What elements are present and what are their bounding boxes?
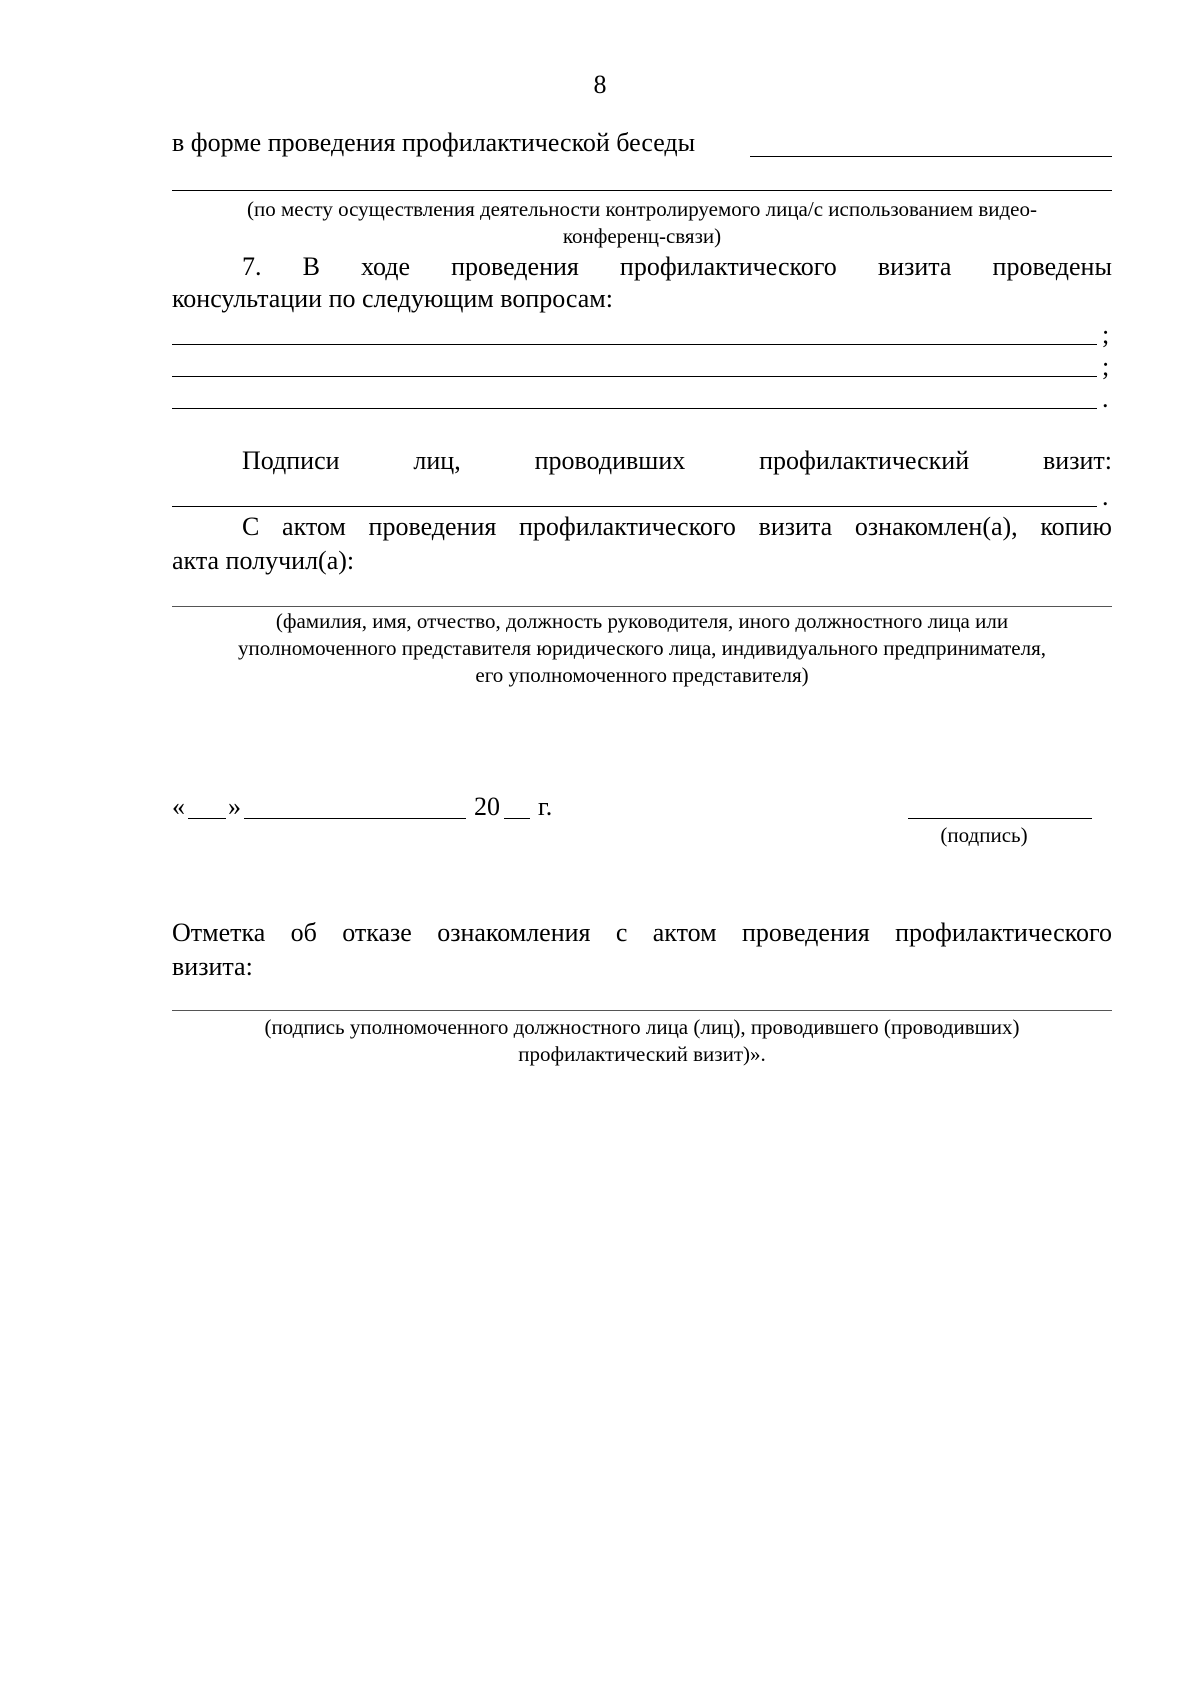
refusal-line-2: визита:: [172, 952, 253, 981]
acquainted-word: актом: [282, 512, 346, 541]
acquainted-note-line-3: его уполномоченного представителя): [475, 663, 809, 687]
acquainted-note-line-1: (фамилия, имя, отчество, должность руководителя, иного должностного лица или: [275, 609, 1009, 633]
refusal-note-line-2: профилактический визит)».: [518, 1042, 766, 1066]
acquainted-word: копию: [1040, 512, 1112, 541]
page-number: 8: [593, 70, 607, 99]
item7-word: проведения: [451, 252, 579, 281]
acquainted-word: проведения: [368, 512, 497, 541]
form-line-label: в форме проведения профилактической беседы: [172, 128, 696, 157]
acquainted-word: С: [242, 512, 260, 541]
item7-line-2: консультации по следующим вопросам:: [172, 284, 613, 313]
refusal-note-line-1: (подпись уполномоченного должностного лица (лиц), проводившего (проводивших): [264, 1015, 1020, 1039]
date-year-suffix: г.: [538, 792, 553, 821]
acquainted-note: [172, 608, 1112, 689]
signatures-line: [242, 446, 1112, 476]
signatures-word: профилактический: [759, 446, 970, 475]
date-year-blank: [504, 818, 530, 819]
refusal-word: с: [615, 918, 628, 947]
consultation-end-2: ;: [1102, 352, 1110, 381]
acquainted-word: профилактического: [519, 512, 736, 541]
signatures-end: .: [1102, 482, 1109, 511]
signatures-word: проводивших: [534, 446, 686, 475]
item7-word: 7.: [242, 252, 262, 281]
refusal-blank: [172, 1010, 1112, 1011]
form-line-blank: [750, 156, 1112, 157]
item7-word: профилактического: [619, 252, 837, 281]
form-note-line-1: (по месту осуществления деятельности контролируемого лица/с использованием видео-: [247, 197, 1037, 221]
form-note-line-2: конференц-связи): [562, 224, 722, 248]
consultation-blank-3: [172, 408, 1097, 409]
signature-blank: [908, 818, 1092, 819]
acquainted-word: визита: [758, 512, 833, 541]
signatures-word: Подписи: [242, 446, 340, 475]
form-note: [172, 196, 1112, 250]
consultation-end-1: ;: [1102, 320, 1110, 349]
item7-line-1: [242, 252, 1112, 282]
refusal-word: ознакомления: [437, 918, 591, 947]
refusal-note: [172, 1014, 1112, 1068]
item7-word: проведены: [992, 252, 1112, 281]
refusal-word: актом: [652, 918, 717, 947]
date-day-blank: [188, 818, 226, 819]
consultation-blank-1: [172, 344, 1097, 345]
refusal-word: Отметка: [172, 918, 266, 947]
signatures-blank: [172, 506, 1097, 507]
date-month-blank: [244, 818, 466, 819]
consultation-blank-2: [172, 376, 1097, 377]
consultation-end-3: .: [1102, 384, 1109, 413]
refusal-word: проведения: [741, 918, 870, 947]
date-open-quote: «: [172, 792, 185, 821]
date-year-prefix: 20: [474, 792, 500, 821]
item7-word: В: [302, 252, 320, 281]
refusal-word: профилактического: [895, 918, 1112, 947]
item7-word: ходе: [360, 252, 410, 281]
form-line-blank-2: [172, 190, 1112, 191]
acquainted-line-2: акта получил(а):: [172, 546, 355, 575]
signatures-word: лиц,: [413, 446, 461, 475]
signatures-word: визит:: [1043, 446, 1112, 475]
refusal-line-1: [172, 918, 1112, 948]
signature-caption: (подпись): [940, 823, 1028, 847]
refusal-word: отказе: [342, 918, 412, 947]
date-close-quote: »: [228, 792, 241, 821]
acquainted-word: ознакомлен(а),: [854, 512, 1018, 541]
item7-word: визита: [877, 252, 952, 281]
acquainted-blank: [172, 606, 1112, 607]
refusal-word: об: [290, 918, 317, 947]
acquainted-line-1: [242, 512, 1112, 542]
acquainted-note-line-2: уполномоченного представителя юридического лица, индивидуального предпринимателя,: [238, 636, 1046, 660]
